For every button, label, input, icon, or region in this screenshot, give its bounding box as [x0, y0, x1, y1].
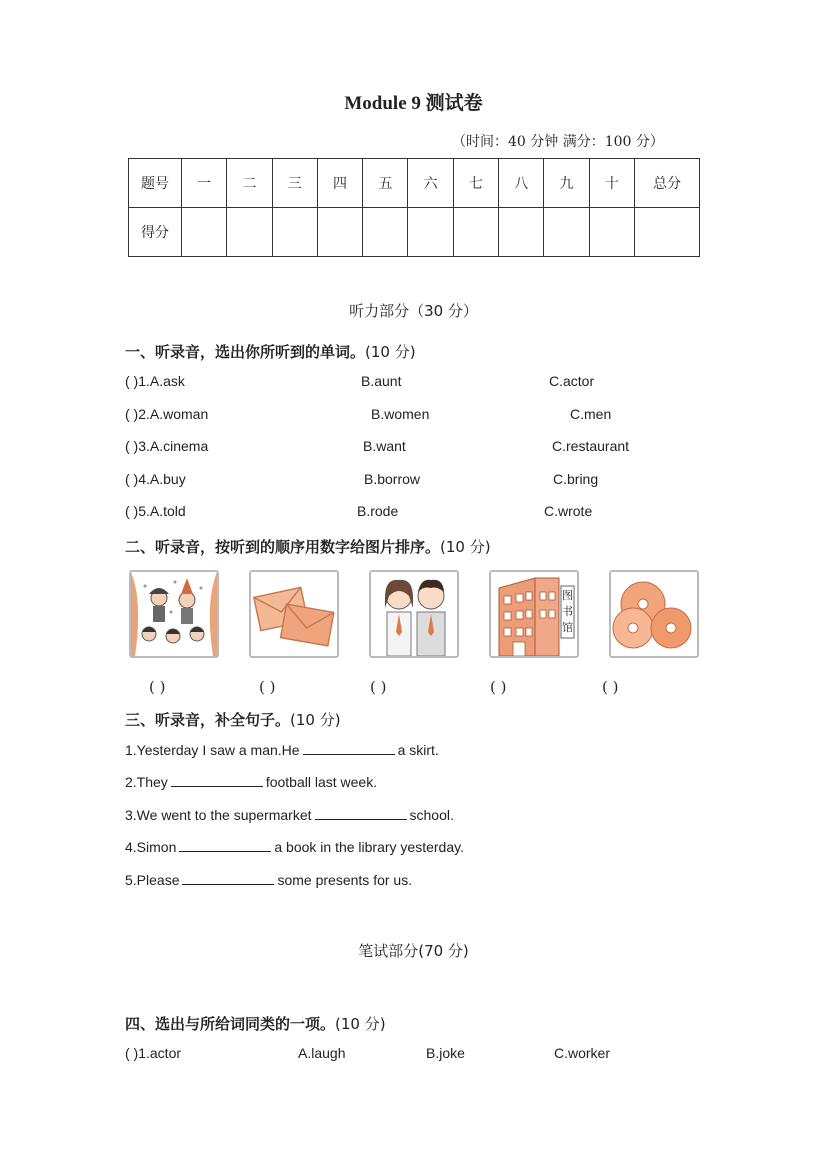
fill-blank[interactable]: [171, 774, 263, 787]
score-cell: 三: [272, 159, 317, 208]
q2-heading: [125, 536, 491, 557]
fill-blank[interactable]: [182, 872, 274, 885]
q3-item-3-after: school.: [409, 807, 454, 823]
q3-heading: [125, 709, 341, 730]
q1-item-2-b: B.women: [371, 406, 430, 422]
q1-item-1-b: B.aunt: [361, 373, 402, 389]
q4-item-1-num: ( )1.actor: [125, 1045, 182, 1061]
q4-item-1-b: B.joke: [426, 1045, 465, 1061]
q1-item-5-c: C.wrote: [544, 503, 593, 519]
answer-bracket[interactable]: ( ): [259, 678, 276, 696]
party-picture: [129, 570, 219, 658]
score-table-header-row: [129, 159, 700, 208]
q3-item-1-before: 1.Yesterday I saw a man.He: [125, 742, 300, 758]
q1-item-3-num: ( )3.A.cinema: [125, 438, 209, 454]
q1-item-1-c: C.actor: [549, 373, 595, 389]
envelopes-picture: [249, 570, 339, 658]
fill-blank[interactable]: [179, 839, 271, 852]
score-cell: 一: [182, 159, 227, 208]
answer-bracket[interactable]: ( ): [149, 678, 166, 696]
q3-heading-text: 三、听录音，补全句子。: [125, 711, 291, 729]
q4-item-1-a: A.laugh: [298, 1045, 346, 1061]
q2-points: (10 分): [440, 538, 491, 556]
time-info: （时间：40 分钟 满分：100 分）: [452, 134, 664, 150]
score-entry-cell[interactable]: [453, 208, 498, 257]
score-cell: 五: [363, 159, 408, 208]
score-cell: 题号: [129, 159, 182, 208]
q1-item-3-b: B.want: [363, 438, 406, 454]
score-entry-cell[interactable]: [272, 208, 317, 257]
q3-item-4: [125, 839, 464, 855]
score-cell: 八: [499, 159, 544, 208]
q3-item-5-before: 5.Please: [125, 872, 180, 888]
q1-item-4-b: B.borrow: [364, 471, 421, 487]
q4-heading: [125, 1013, 386, 1034]
score-label-cell: 得分: [129, 208, 182, 257]
score-entry-cell[interactable]: [544, 208, 589, 257]
page-title: Module 9 测试卷: [344, 93, 483, 114]
q1-item-4-num: ( )4.A.buy: [125, 471, 186, 487]
q3-item-2-before: 2.They: [125, 774, 168, 790]
q3-points: (10 分): [290, 711, 341, 729]
q1-item-3-c: C.restaurant: [552, 438, 630, 454]
q3-item-2-after: football last week.: [265, 774, 378, 790]
q1-item-4-c: C.bring: [553, 471, 599, 487]
score-entry-cell[interactable]: [635, 208, 700, 257]
library-sign: 图书馆: [562, 589, 573, 634]
score-cell: 总分: [635, 159, 700, 208]
writing-section-title: 笔试部分(70 分): [358, 942, 469, 960]
score-cell: 十: [589, 159, 634, 208]
students-picture: [369, 570, 459, 658]
q3-item-3: [125, 807, 454, 823]
fill-blank[interactable]: [303, 742, 395, 755]
q3-item-4-after: a book in the library yesterday.: [274, 839, 464, 855]
q3-item-3-before: 3.We went to the supermarket: [125, 807, 312, 823]
q1-item-1-num: ( )1.A.ask: [125, 373, 185, 389]
score-entry-cell[interactable]: [363, 208, 408, 257]
discs-picture: [609, 570, 699, 658]
score-entry-cell[interactable]: [317, 208, 362, 257]
score-cell: 七: [453, 159, 498, 208]
fill-blank[interactable]: [315, 807, 407, 820]
score-entry-cell[interactable]: [408, 208, 453, 257]
q1-item-5-num: ( )5.A.told: [125, 503, 186, 519]
score-entry-cell[interactable]: [589, 208, 634, 257]
q1-points: (10 分): [365, 343, 416, 361]
q2-heading-text: 二、听录音，按听到的顺序用数字给图片排序。: [125, 538, 441, 556]
q1-item-2-num: ( )2.A.woman: [125, 406, 209, 422]
score-cell: 九: [544, 159, 589, 208]
score-entry-cell[interactable]: [227, 208, 272, 257]
q3-item-5: [125, 872, 412, 888]
q4-points: (10 分): [335, 1015, 386, 1033]
score-table: [128, 158, 700, 257]
score-cell: 六: [408, 159, 453, 208]
q3-item-5-after: some presents for us.: [277, 872, 413, 888]
score-cell: 二: [227, 159, 272, 208]
score-entry-cell[interactable]: [182, 208, 227, 257]
q1-heading: [125, 341, 416, 362]
library-picture: [489, 570, 579, 658]
answer-bracket[interactable]: ( ): [490, 678, 507, 696]
q3-item-1: [125, 742, 439, 758]
q1-heading-text: 一、听录音，选出你所听到的单词。: [125, 343, 366, 361]
q1-item-2-c: C.men: [570, 406, 612, 422]
q3-item-4-before: 4.Simon: [125, 839, 177, 855]
listening-section-title: 听力部分（30 分）: [349, 302, 478, 320]
answer-bracket[interactable]: ( ): [370, 678, 387, 696]
q4-item-1-c: C.worker: [554, 1045, 611, 1061]
q3-item-1-after: a skirt.: [397, 742, 439, 758]
score-cell: 四: [317, 159, 362, 208]
q1-item-5-b: B.rode: [357, 503, 399, 519]
q4-heading-text: 四、选出与所给词同类的一项。: [125, 1015, 336, 1033]
score-table-score-row: [129, 208, 700, 257]
answer-bracket[interactable]: ( ): [602, 678, 619, 696]
q3-item-2: [125, 774, 377, 790]
score-entry-cell[interactable]: [499, 208, 544, 257]
